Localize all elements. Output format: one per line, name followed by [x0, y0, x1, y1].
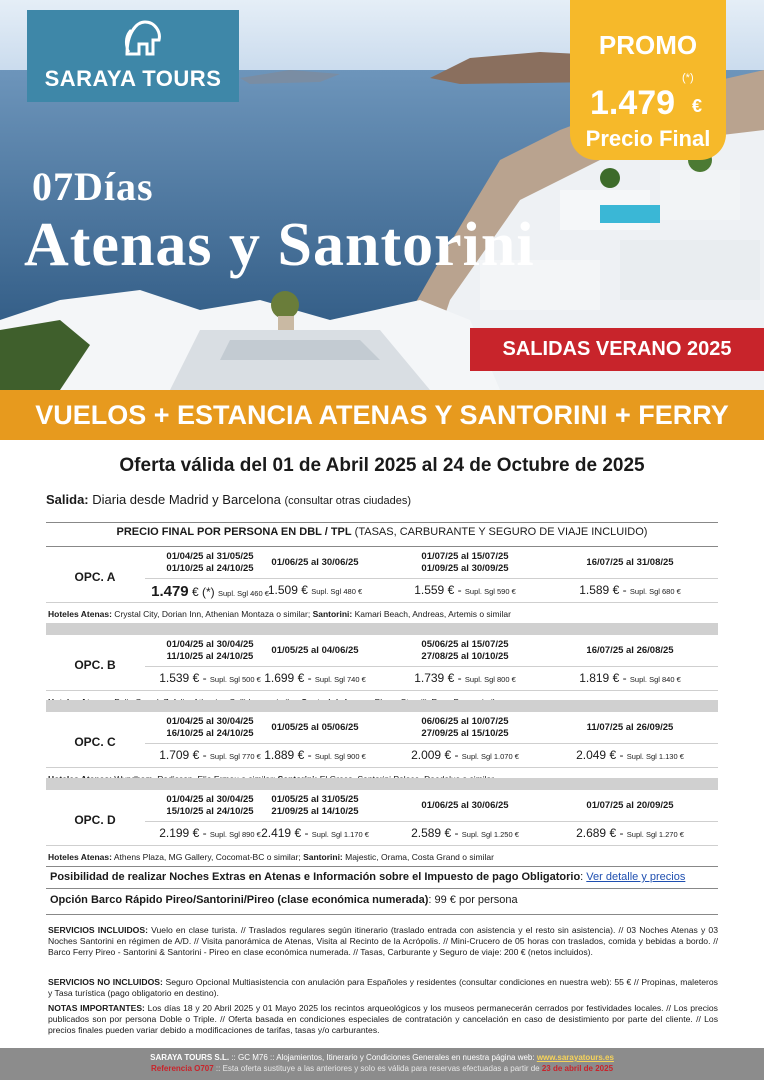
date-range [560, 800, 700, 812]
footer-line2: :: Esta oferta sustituye a las anteriores y solo es válida para reservas efectuadas a partir de [213, 1064, 542, 1073]
price-cell [245, 748, 385, 762]
date-range-line: 11/10/25 al 24/10/25 [166, 651, 254, 662]
price-suffix: € [297, 583, 312, 597]
elephant-logo-icon [123, 18, 163, 58]
price-value: 2.689 [576, 826, 607, 840]
divider [145, 666, 718, 667]
price-value: 2.589 [411, 826, 442, 840]
date-range-line: 01/06/25 al 30/06/25 [421, 800, 509, 811]
date-range [390, 551, 540, 575]
promo-final-label: Precio Final [585, 126, 711, 151]
trip-destination: Atenas y Santorini [24, 211, 535, 279]
hotels-athens-label: Hoteles Atenas: [48, 852, 112, 862]
single-supplement: Supl. Sgl 770 € [209, 752, 261, 761]
departure-text: Diaria desde Madrid y Barcelona [88, 492, 285, 507]
date-range-line: 01/09/25 al 30/09/25 [421, 563, 509, 574]
date-range-line: 01/07/25 al 15/07/25 [421, 551, 509, 562]
price-suffix: € - [189, 671, 210, 685]
single-supplement: Supl. Sgl 460 € [218, 589, 269, 598]
date-range-line: 01/04/25 al 30/04/25 [166, 639, 254, 650]
boat-option-text: : 99 € por persona [428, 894, 518, 906]
divider [46, 602, 718, 603]
single-supplement: Supl. Sgl 590 € [464, 587, 516, 596]
boat-option [50, 894, 518, 906]
date-range-line: 01/04/25 al 31/05/25 [166, 551, 254, 562]
price-value: 2.419 [261, 826, 292, 840]
date-range-line: 01/07/25 al 20/09/25 [586, 800, 674, 811]
footer [0, 1048, 764, 1080]
date-range-line: 16/07/25 al 26/08/25 [586, 645, 674, 656]
notes-text: Los días 18 y 20 Abril 2025 y 01 Mayo 2025 los recintos arqueológicos y los museos permanecerán cerrados por festividades locales. // Los precios publicados son por persona Doble o Triple. // Oferta basada en condiciones especiales de contratación y cancelación en caso de desistimiento por parte del cliente. // Los precios finales pueden variar debido a modificaciones de tarifas, tasas y/o carburantes. [48, 1003, 718, 1035]
promo-currency: € [692, 96, 703, 116]
hotels-santorini-label: Santorini: [303, 852, 343, 862]
date-range-line: 27/08/25 al 10/10/25 [421, 651, 509, 662]
price-value: 1.539 [159, 671, 190, 685]
hotels-athens: Crystal City, Dorian Inn, Athenian Montaza o similar; [111, 609, 313, 619]
single-supplement: Supl. Sgl 1.130 € [626, 752, 684, 761]
hero-image [0, 0, 764, 390]
trip-days: 07Días [32, 164, 154, 209]
date-range [390, 639, 540, 663]
divider [145, 743, 718, 744]
price-cell [555, 583, 705, 597]
departure-info [46, 492, 411, 507]
single-supplement: Supl. Sgl 800 € [464, 675, 516, 684]
price-value: 1.699 [264, 671, 295, 685]
extras-details-link[interactable]: Ver detalle y precios [586, 871, 686, 883]
divider [46, 522, 718, 523]
boat-option-bold: Opción Barco Rápido Pireo/Santorini/Pireo (clase económica numerada) [50, 894, 429, 906]
divider [46, 690, 718, 691]
price-value: 1.509 [267, 583, 298, 597]
footer-web-link[interactable]: www.sarayatours.es [536, 1053, 614, 1062]
date-range [390, 716, 540, 740]
price-suffix: € - [609, 583, 630, 597]
price-cell [555, 748, 705, 762]
extras-info [50, 871, 685, 883]
option-separator [46, 623, 718, 635]
date-range [390, 800, 540, 812]
date-range-line: 01/05/25 al 05/06/25 [271, 722, 359, 733]
divider [145, 821, 718, 822]
price-cell [385, 826, 545, 840]
price-suffix: € - [441, 826, 462, 840]
price-value: 1.589 [579, 583, 610, 597]
single-supplement: Supl. Sgl 1.250 € [461, 830, 519, 839]
option-hotels [48, 609, 511, 619]
promo-price: 1.479 [590, 84, 676, 122]
not-included-label: SERVICIOS NO INCLUIDOS: [48, 977, 163, 987]
price-cell [385, 748, 545, 762]
date-range-line: 11/07/25 al 26/09/25 [586, 722, 674, 733]
date-range [250, 722, 380, 734]
price-cell [385, 583, 545, 597]
included-label: SERVICIOS INCLUIDOS: [48, 925, 148, 935]
price-value: 1.559 [414, 583, 445, 597]
price-cell [245, 671, 385, 685]
date-range-line: 01/05/25 al 31/05/25 [271, 794, 359, 805]
date-range [250, 794, 380, 818]
hotels-athens: Athens Plaza, MG Gallery, Cocomat-BC o similar; [111, 852, 304, 862]
single-supplement: Supl. Sgl 1.170 € [311, 830, 369, 839]
date-range-line: 01/04/25 al 30/04/25 [166, 716, 254, 727]
price-suffix: € - [189, 826, 210, 840]
hotels-athens-label: Hoteles Atenas: [48, 609, 112, 619]
footer-line1: :: GC M76 :: Alojamientos, Itinerario y Condiciones Generales en nuestra página web: [229, 1053, 537, 1062]
extras-colon: : [580, 871, 587, 883]
promo-badge [570, 0, 726, 160]
single-supplement: Supl. Sgl 900 € [314, 752, 366, 761]
option-label: OPC. A [74, 570, 116, 584]
option-hotels [48, 852, 494, 862]
footer-reference: Referencia O707 [150, 1064, 214, 1073]
hotels-santorini-label: Santorini: [312, 609, 353, 619]
price-suffix: € - [291, 826, 312, 840]
price-table-header [46, 526, 718, 538]
price-cell [245, 826, 385, 840]
price-suffix: € - [609, 671, 630, 685]
departure-note: (consultar otras ciudades) [284, 495, 412, 507]
date-range-line: 15/10/25 al 24/10/25 [166, 806, 254, 817]
price-suffix: € - [444, 583, 465, 597]
divider [46, 866, 718, 867]
date-range-line: 01/10/25 al 24/10/25 [166, 563, 254, 574]
not-included-text: Seguro Opcional Multiasistencia con anulación para Españoles y residentes (consultar condiciones en nuestra web): 55 € // Propinas, maleteros y Tasa turística (pago obligatorio en destino). [48, 977, 718, 998]
footer-company: SARAYA TOURS S.L. [150, 1053, 230, 1062]
price-suffix: € - [606, 748, 627, 762]
option-label: OPC. B [74, 658, 116, 672]
divider [46, 914, 718, 915]
option-separator [46, 700, 718, 712]
footer-date: 23 de abril de 2025 [541, 1064, 614, 1073]
notes-label: NOTAS IMPORTANTES: [48, 1003, 145, 1013]
included-text: Vuelo en clase turista. // Traslados regulares según itinerario (traslado entrada con asistencia y el resto sin asistencia). // 03 Noches Atenas y 03 Noches Santorini en régimen de A/D. // Visita panorámica de Atenas, Visita al Recinto de la Acrópolis. // Mini-Crucero de 05 horas con traslados, comida y bebidas a bordo. // Barco Ferry Pireo - Santorini & Santorini - Pireo en clase económica numerada. // Tasas, Carburante y Seguro de viaje: 200 € (netos incluidos). [48, 925, 718, 957]
price-suffix: € - [441, 748, 462, 762]
date-range-line: 01/06/25 al 30/06/25 [271, 557, 359, 568]
option-label: OPC. C [74, 735, 116, 749]
option-label: OPC. D [74, 813, 116, 827]
date-range [560, 557, 700, 569]
price-cell [555, 671, 705, 685]
price-header-note: (TASAS, CARBURANTE Y SEGURO DE VIAJE INCLUIDO) [351, 526, 648, 538]
date-range-line: 16/07/25 al 31/08/25 [586, 557, 674, 568]
departure-label: Salida: [46, 492, 89, 507]
single-supplement: Supl. Sgl 1.070 € [461, 752, 519, 761]
single-supplement: Supl. Sgl 680 € [629, 587, 681, 596]
price-suffix: € - [606, 826, 627, 840]
price-cell [385, 671, 545, 685]
price-value: 2.049 [576, 748, 607, 762]
date-range [250, 557, 380, 569]
hotels-santorini: Kamari Beach, Andreas, Artemis o similar [352, 609, 511, 619]
price-value: 1.709 [159, 748, 190, 762]
important-notes [48, 1003, 718, 1036]
date-range-line: 21/09/25 al 14/10/25 [271, 806, 359, 817]
brand-name: SARAYA TOURS [44, 66, 222, 91]
price-value: 1.479 [151, 583, 189, 600]
single-supplement: Supl. Sgl 890 € [209, 830, 261, 839]
date-range-line: 01/04/25 al 30/04/25 [166, 794, 254, 805]
price-suffix: € (*) [188, 585, 218, 599]
validity-text: Oferta válida del 01 de Abril 2025 al 24 de Octubre de 2025 [119, 455, 645, 476]
price-value: 2.009 [411, 748, 442, 762]
promo-label: PROMO [598, 30, 698, 60]
salidas-badge: SALIDAS VERANO 2025 [470, 328, 764, 371]
not-included-services [48, 977, 718, 999]
divider [46, 546, 718, 547]
single-supplement: Supl. Sgl 480 € [311, 587, 363, 596]
date-range-line: 16/10/25 al 24/10/25 [166, 728, 254, 739]
saraya-tours-logo[interactable] [27, 10, 239, 102]
divider [145, 578, 718, 579]
date-range [560, 722, 700, 734]
price-suffix: € - [444, 671, 465, 685]
extras-text: Posibilidad de realizar Noches Extras en Atenas e Información sobre el Impuesto de pago Obligatorio [50, 871, 581, 883]
date-range-line: 27/09/25 al 15/10/25 [421, 728, 509, 739]
price-suffix: € - [294, 748, 315, 762]
price-cell [555, 826, 705, 840]
date-range-line: 06/06/25 al 10/07/25 [421, 716, 509, 727]
date-range [560, 645, 700, 657]
option-separator [46, 778, 718, 790]
price-suffix: € - [189, 748, 210, 762]
date-range [250, 645, 380, 657]
price-value: 2.199 [159, 826, 190, 840]
single-supplement: Supl. Sgl 1.270 € [626, 830, 684, 839]
divider [46, 767, 718, 768]
single-supplement: Supl. Sgl 840 € [629, 675, 681, 684]
price-cell [245, 583, 385, 597]
divider [46, 888, 718, 889]
offer-banner: VUELOS + ESTANCIA ATENAS Y SANTORINI + FERRY [0, 390, 764, 440]
price-value: 1.819 [579, 671, 610, 685]
included-services [48, 925, 718, 958]
single-supplement: Supl. Sgl 740 € [314, 675, 366, 684]
date-range-line: 01/05/25 al 04/06/25 [271, 645, 359, 656]
hotels-santorini: Majestic, Orama, Costa Grand o similar [342, 852, 494, 862]
single-supplement: Supl. Sgl 500 € [209, 675, 261, 684]
price-suffix: € - [294, 671, 315, 685]
promo-asterisk: (*) [682, 72, 694, 84]
price-value: 1.739 [414, 671, 445, 685]
date-range-line: 05/06/25 al 15/07/25 [421, 639, 509, 650]
price-value: 1.889 [264, 748, 295, 762]
divider [46, 845, 718, 846]
price-header-bold: PRECIO FINAL POR PERSONA EN DBL / TPL [116, 526, 352, 538]
